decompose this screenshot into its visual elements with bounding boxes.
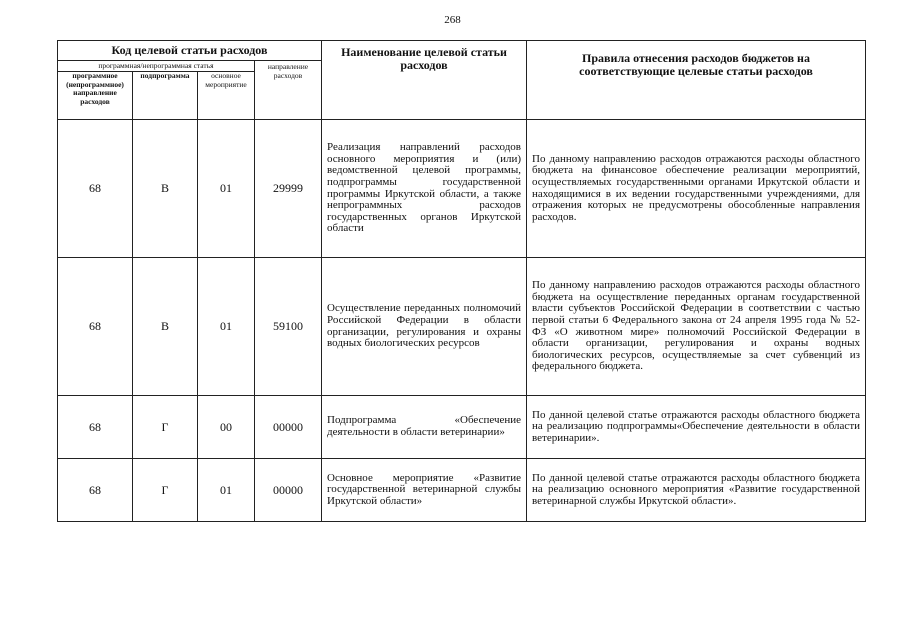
- cell-rule: [527, 459, 866, 522]
- cell-name: [322, 459, 527, 522]
- cell-direction: 59100: [255, 258, 322, 396]
- cell-name-text: Основное мероприятие «Развитие государственной ветеринарной службы Иркутской области»: [327, 471, 522, 507]
- table-row: [58, 396, 866, 459]
- cell-rule-text: По данной целевой статье отражаются расходы областного бюджета на реализацию подпрограммы«Обеспечение деятельности в области ветеринарии».: [532, 408, 861, 444]
- table-row: [58, 459, 866, 522]
- cell-name: [322, 396, 527, 459]
- cell-rule-text: По данной целевой статье отражаются расходы областного бюджета на реализацию основного мероприятия «Развитие государственной ветеринарной службы Иркутской области».: [532, 471, 861, 507]
- header-subprogram: подпрограмма: [133, 72, 198, 120]
- table-row: [58, 120, 866, 258]
- cell-rule: [527, 258, 866, 396]
- cell-rule-text: По данному направлению расходов отражаются расходы областного бюджета на осуществление переданных органам государственной власти субъектов Российской Федерации в соответствии с частью первой статьи 6 Федерального закона от 24 апреля 1995 года № 52-ФЗ «О животном мире» полномочий Российской Федерации в области организации, регулирования и охраны водных биологических ресурсов, осуществляемые за счет субвенций из федерального бюджета.: [532, 279, 861, 373]
- header-code-group: Код целевой статьи расходов: [58, 41, 322, 61]
- cell-direction: 29999: [255, 120, 322, 258]
- cell-name: [322, 120, 527, 258]
- cell-direction: 00000: [255, 459, 322, 522]
- cell-program: 68: [58, 258, 133, 396]
- cell-name: [322, 258, 527, 396]
- cell-activity: 01: [198, 120, 255, 258]
- cell-subprogram: Г: [133, 396, 198, 459]
- cell-program: 68: [58, 120, 133, 258]
- cell-activity: 01: [198, 258, 255, 396]
- cell-rule: [527, 396, 866, 459]
- cell-name-text: Подпрограмма «Обеспечение деятельности в области ветеринарии»: [327, 414, 522, 438]
- cell-program: 68: [58, 396, 133, 459]
- cell-rule: [527, 120, 866, 258]
- header-program: программное (непрограммное) направление расходов: [58, 72, 133, 120]
- header-name: Наименование целевой статьи расходов: [322, 41, 527, 120]
- cell-rule-text: По данному направлению расходов отражаются расходы областного бюджета на финансовое обеспечение реализации мероприятий, осуществляемых государственными органами Иркутской области и находящимися в их ведении государственными учреждениями, для отражения которых не предусмотрены обособленные направления расходов.: [532, 152, 861, 223]
- cell-program: 68: [58, 459, 133, 522]
- cell-activity: 01: [198, 459, 255, 522]
- header-row-1: [58, 41, 866, 61]
- cell-activity: 00: [198, 396, 255, 459]
- cell-subprogram: В: [133, 120, 198, 258]
- header-main-activity: основное мероприятие: [198, 72, 255, 120]
- cell-name-text: Реализация направлений расходов основного мероприятия и (или) ведомственной целевой программы, подпрограммы государственной программы Иркутской области, а также непрограммных расходов государственных органов Иркутской области: [327, 141, 522, 235]
- cell-name-text: Осуществление переданных полномочий Российской Федерации в области организации, регулирования и охраны водных биологических ресурсов: [327, 302, 522, 350]
- header-rules: Правила отнесения расходов бюджетов на соответствующие целевые статьи расходов: [527, 41, 866, 120]
- cell-direction: 00000: [255, 396, 322, 459]
- header-program-group: программная/непрограммная статья: [58, 61, 255, 72]
- cell-subprogram: Г: [133, 459, 198, 522]
- budget-classification-table: [57, 40, 866, 522]
- table-row: [58, 258, 866, 396]
- page-number: 268: [444, 14, 461, 26]
- header-direction: направление расходов: [255, 61, 322, 120]
- cell-subprogram: В: [133, 258, 198, 396]
